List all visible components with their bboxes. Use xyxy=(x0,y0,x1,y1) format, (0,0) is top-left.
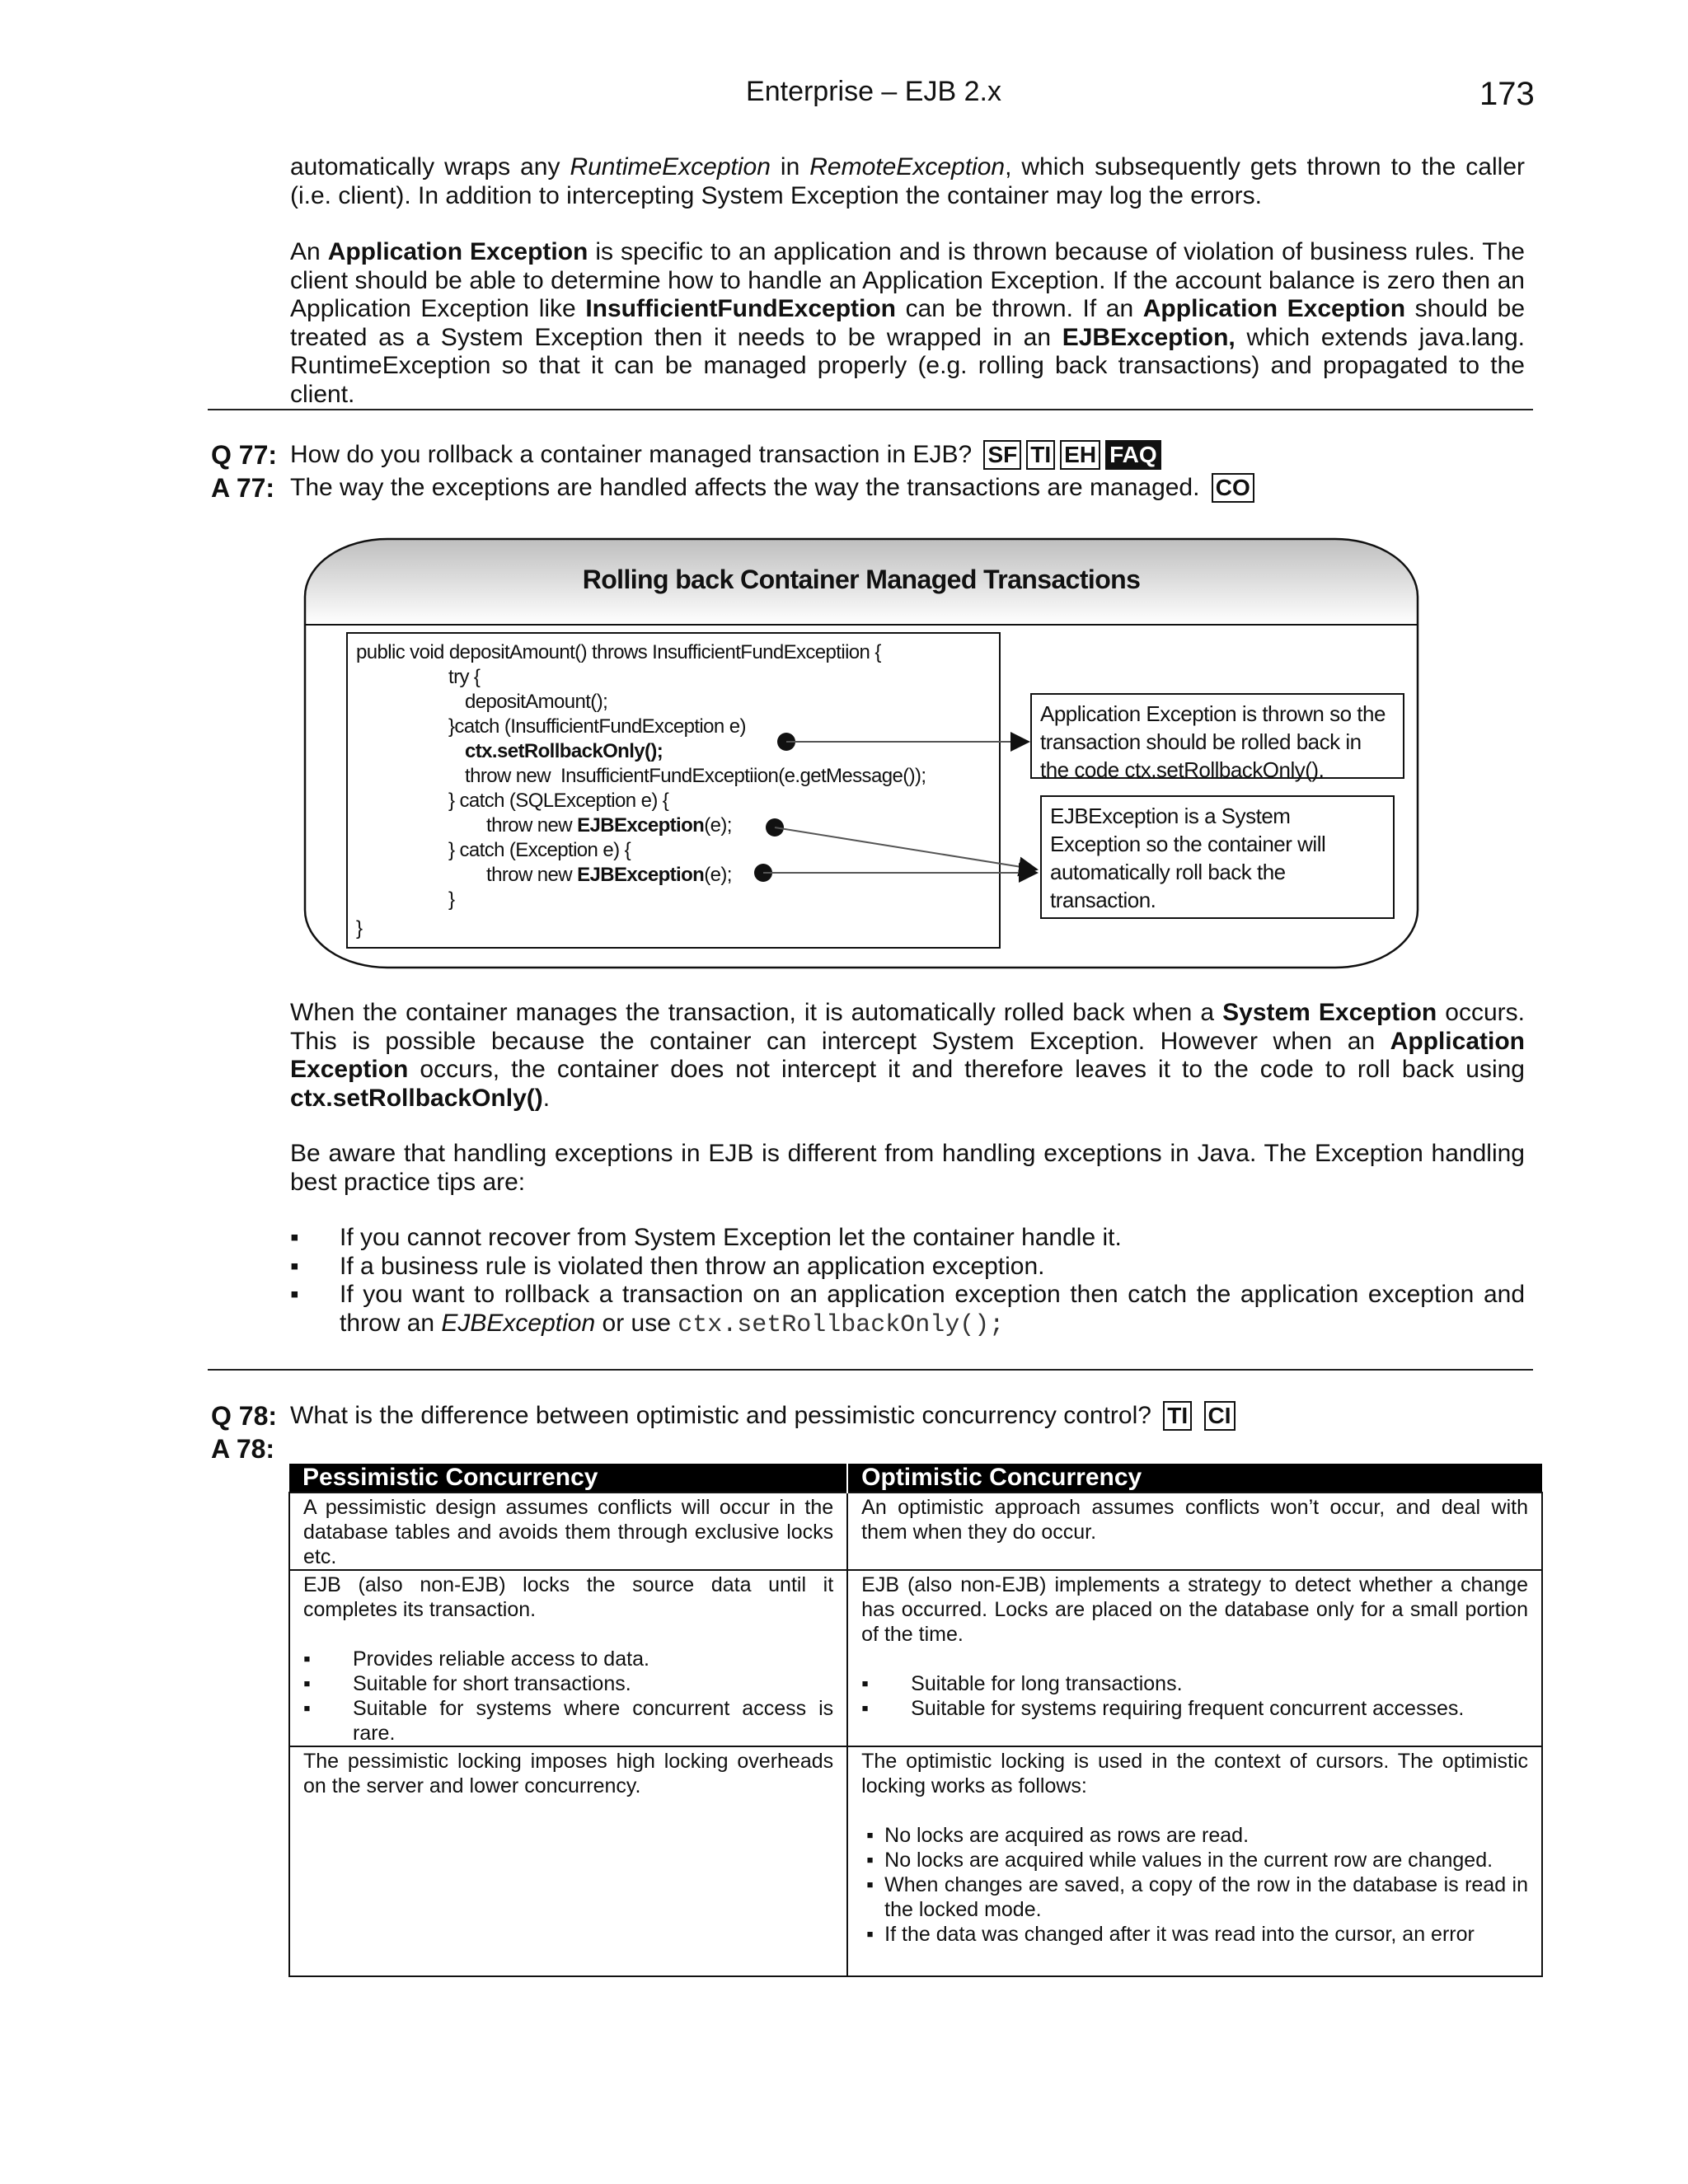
code-line: throw new EJBException(e); xyxy=(486,814,732,837)
q78-question: What is the difference between optimistic and pessimistic concurrency control? TI CI xyxy=(290,1401,1236,1431)
table-cell: An optimistic approach assumes conflicts won’t occur, and deal with them when they do occur. xyxy=(847,1493,1542,1570)
code-line-rollback: ctx.setRollbackOnly(); xyxy=(465,740,663,762)
intro-paragraph-1: automatically wraps any RuntimeException in RemoteException, which subsequently gets thrown to the caller (i.e. client). In addition to intercepting System Exception the container may log the errors. xyxy=(290,153,1525,209)
code-line: } xyxy=(448,888,455,911)
table-row xyxy=(289,1570,1542,1746)
column-header-pessimistic: Pessimistic Concurrency xyxy=(289,1464,847,1493)
q77-label: Q 77: xyxy=(211,440,278,470)
list-item: ▪ If a business rule is violated then throw an application exception. xyxy=(290,1252,1045,1280)
list-item: ▪ If you cannot recover from System Exception let the container handle it. xyxy=(290,1224,1122,1251)
note-application-exception: Application Exception is thrown so the transaction should be rolled back in the code ctx.setRollbackOnly(). xyxy=(1030,693,1404,779)
list-item: ▪ When changes are saved, a copy of the row in the database is read in the locked mode. xyxy=(866,1873,1528,1921)
page-number: 173 xyxy=(1479,76,1535,112)
table-header-row xyxy=(289,1464,1542,1493)
column-header-optimistic: Optimistic Concurrency xyxy=(847,1464,1542,1493)
table-cell: A pessimistic design assumes conflicts will occur in the database tables and avoids them through exclusive locks etc. xyxy=(289,1493,847,1570)
concurrency-comparison-table xyxy=(288,1464,1543,1977)
list-item: ▪ If the data was changed after it was read into the cursor, an error xyxy=(866,1923,1475,1946)
code-line: throw new InsufficientFundExceptiion(e.getMessage()); xyxy=(465,765,926,787)
table-row xyxy=(289,1746,1542,1976)
table-cell: The optimistic locking is used in the context of cursors. The optimistic locking works as follows: ▪ No locks are acquired as rows are read. ▪ No locks are acquired while values in the current row are changed. ▪ When changes are saved, a copy of the row in the database is read in the locked mode. ▪ If the data was changed after it was read into the cursor, an error xyxy=(847,1746,1542,1976)
diagram-title: Rolling back Container Managed Transactions xyxy=(582,565,1141,594)
rollback-explanation-paragraph: When the container manages the transaction, it is automatically rolled back when a System Exception occurs. This is possible because the container can intercept System Exception. However when an Application Exception occurs, the container does not intercept it and therefore leaves it to the code to roll back using ctx.setRollbackOnly(). xyxy=(290,999,1526,1112)
best-practice-list xyxy=(290,1224,1525,1339)
tag-ti: TI xyxy=(1026,440,1055,470)
table-cell: EJB (also non-EJB) locks the source data until it completes its transaction. ▪ Provides reliable access to data. ▪ Suitable for short transactions. ▪ Suitable for systems where concurrent access is rare. xyxy=(289,1570,847,1746)
list-item: ▪ Provides reliable access to data. xyxy=(303,1647,649,1671)
q78-label: Q 78: xyxy=(211,1401,278,1431)
code-line: public void depositAmount() throws InsufficientFundExceptiion { xyxy=(356,641,881,663)
list-item: ▪ No locks are acquired as rows are read. xyxy=(866,1824,1250,1847)
list-item: ▪ Suitable for systems requiring frequent concurrent accesses. xyxy=(861,1697,1465,1720)
section-divider xyxy=(208,1369,1533,1371)
code-line: throw new EJBException(e); xyxy=(486,864,732,886)
running-header: Enterprise – EJB 2.x xyxy=(746,76,1001,107)
best-practice-intro: Be aware that handling exceptions in EJB is different from handling exceptions in Java. The Exception handling best practice tips are: xyxy=(290,1140,1525,1196)
arrow-sql-to-ejb-note xyxy=(775,827,1037,869)
tag-faq: FAQ xyxy=(1105,440,1161,470)
tag-eh: EH xyxy=(1060,440,1100,470)
list-item: ▪ Suitable for long transactions. xyxy=(861,1672,1183,1695)
a77-answer: The way the exceptions are handled affects the way the transactions are managed. CO xyxy=(290,473,1254,503)
tag-co: CO xyxy=(1212,473,1254,503)
table-cell: EJB (also non-EJB) implements a strategy to detect whether a change has occurred. Locks are placed on the database only for a small portion of the time. ▪ Suitable for long transactions. ▪ Suitable for systems requiring frequent concurrent accesses. xyxy=(847,1570,1542,1746)
code-line: } xyxy=(356,917,363,940)
code-line: } catch (SQLException e) { xyxy=(448,790,669,812)
list-item: ▪ No locks are acquired while values in the current row are changed. xyxy=(866,1849,1493,1872)
list-item: ▪ If you want to rollback a transaction on an application exception then catch the application exception and throw an EJBException or use ctx.setRollbackOnly(); xyxy=(290,1281,1525,1339)
tag-sf: SF xyxy=(983,440,1021,470)
a78-label: A 78: xyxy=(211,1434,275,1464)
code-line: }catch (InsufficientFundException e) xyxy=(448,715,746,738)
tag-ci: CI xyxy=(1204,1401,1236,1431)
tag-ti: TI xyxy=(1163,1401,1192,1431)
code-line: depositAmount(); xyxy=(465,691,608,713)
table-row xyxy=(289,1493,1542,1570)
code-line: } catch (Exception e) { xyxy=(448,839,631,861)
diagram-arrows xyxy=(0,0,1688,989)
note-ejb-exception: EJBException is a System Exception so the container will automatically roll back the transaction. xyxy=(1040,795,1395,919)
intro-paragraph-2: An Application Exception is specific to an application and is thrown because of violation of business rules. The client should be able to determine how to handle an Application Exception. If the account balance is zero then an Application Exception like InsufficientFundException can be thrown. If an Application Exception should be treated as a System Exception then it needs to be wrapped in an EJBException, which extends java.lang. RuntimeException so that it can be managed properly (e.g. rolling back transactions) and propagated to the client. xyxy=(290,238,1526,408)
q77-question: How do you rollback a container managed transaction in EJB? SF TI EH FAQ xyxy=(290,440,1161,470)
a77-label: A 77: xyxy=(211,473,275,503)
table-cell: The pessimistic locking imposes high locking overheads on the server and lower concurrency. xyxy=(289,1746,847,1976)
list-item: ▪ Suitable for systems where concurrent access is rare. xyxy=(303,1697,834,1745)
list-item: ▪ Suitable for short transactions. xyxy=(303,1672,631,1695)
code-line: try { xyxy=(448,666,481,688)
